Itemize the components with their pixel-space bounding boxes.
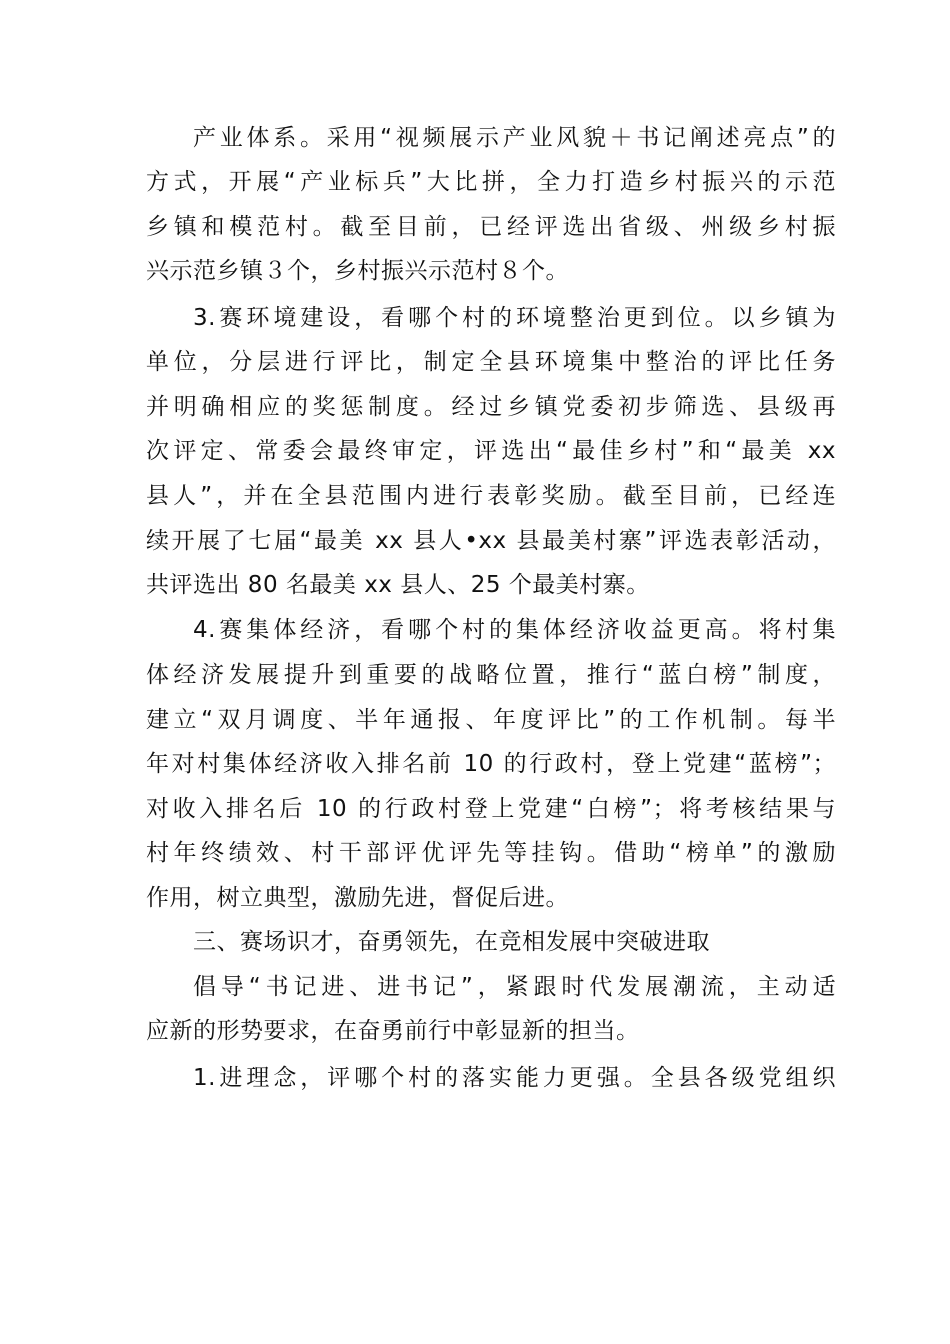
paragraph-line: 1.进理念，评哪个村的落实能力更强。全县各级党组织	[193, 1065, 836, 1091]
paragraph-line: 应新的形势要求，在奋勇前行中彰显新的担当。	[146, 1018, 640, 1044]
paragraph-line: 共评选出 80 名最美 xx 县人、25 个最美村寨。	[146, 572, 650, 598]
paragraph-line: 3.赛环境建设，看哪个村的环境整治更到位。以乡镇为	[193, 305, 836, 331]
paragraph-line: 体经济发展提升到重要的战略位置，推行“蓝白榜”制度，	[146, 662, 836, 688]
paragraph-line: 建立“双月调度、半年通报、年度评比”的工作机制。每半	[146, 707, 836, 733]
paragraph-line: 对收入排名后 10 的行政村登上党建“白榜”；将考核结果与	[146, 796, 836, 822]
paragraph-line: 次评定、常委会最终审定，评选出“最佳乡村”和“最美 xx	[146, 438, 836, 464]
paragraph-line: 单位，分层进行评比，制定全县环境集中整治的评比任务	[146, 349, 836, 375]
paragraph-line: 乡镇和模范村。截至目前，已经评选出省级、州级乡村振	[146, 214, 836, 240]
paragraph-line: 兴示范乡镇３个，乡村振兴示范村８个。	[146, 258, 569, 284]
paragraph-line: 年对村集体经济收入排名前 10 的行政村，登上党建“蓝榜”；	[146, 751, 836, 777]
paragraph-line: 并明确相应的奖惩制度。经过乡镇党委初步筛选、县级再	[146, 394, 836, 420]
paragraph-line: 续开展了七届“最美 xx 县人•xx 县最美村寨”评选表彰活动，	[146, 528, 836, 554]
paragraph-line: 4.赛集体经济，看哪个村的集体经济收益更高。将村集	[193, 617, 836, 643]
paragraph-line: 县人”，并在全县范围内进行表彰奖励。截至目前，已经连	[146, 483, 836, 509]
paragraph-line: 作用，树立典型，激励先进，督促后进。	[146, 885, 569, 911]
section-heading: 三、赛场识才，奋勇领先，在竞相发展中突破进取	[193, 929, 710, 955]
paragraph-line: 方式，开展“产业标兵”大比拼，全力打造乡村振兴的示范	[146, 169, 836, 195]
paragraph-line: 产业体系。采用“视频展示产业风貌＋书记阐述亮点”的	[193, 125, 836, 151]
paragraph-line: 倡导“书记进、进书记”，紧跟时代发展潮流，主动适	[193, 974, 836, 1000]
paragraph-line: 村年终绩效、村干部评优评先等挂钩。借助“榜单”的激励	[146, 840, 836, 866]
